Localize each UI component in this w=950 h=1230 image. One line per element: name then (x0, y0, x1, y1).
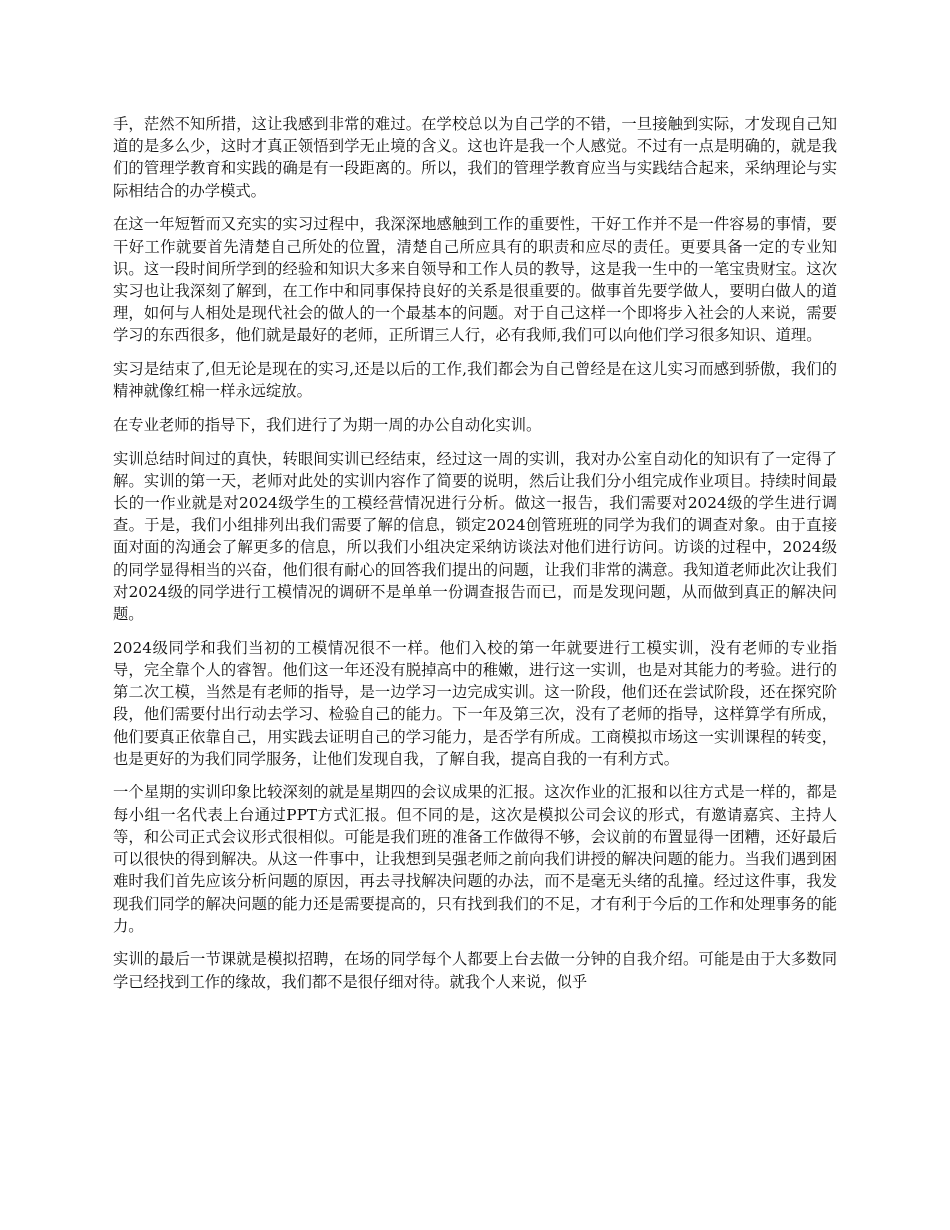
paragraph: 实训总结时间过的真快，转眼间实训已经结束，经过这一周的实训，我对办公室自动化的知识有了一定得了解。实训的第一天，老师对此处的实训内容作了简要的说明，然后让我们分小组完成作业项目。持续时间最长的一作业就是对2024级学生的工模经营情况进行分析。做这一报告，我们需要对2024级的学生进行调查。于是，我们小组排列出我们需要了解的信息，锁定2024创管班班的同学为我们的调查对象。由于直接面对面的沟通会了解更多的信息，所以我们小组决定采纳访谈法对他们进行访问。访谈的过程中，2024级的同学显得相当的兴奋，他们很有耐心的回答我们提出的问题，让我们非常的满意。我知道老师此次让我们对2024级的同学进行工模情况的调研不是单单一份调查报告而已，而是发现问题，从而做到真正的解决问题。 (113, 449, 837, 624)
document-page (113, 113, 837, 1004)
paragraph: 一个星期的实训印象比较深刻的就是星期四的会议成果的汇报。这次作业的汇报和以往方式是一样的，都是每小组一名代表上台通过PPT方式汇报。但不同的是，这次是模拟公司会议的形式，有邀请嘉宾、主持人等，和公司正式会议形式很相似。可能是我们班的准备工作做得不够，会议前的布置显得一团糟，还好最后可以很快的得到解决。从这一件事中，让我想到吴强老师之前向我们讲授的解决问题的能力。当我们遇到困难时我们首先应该分析问题的原因，再去寻找解决问题的办法，而不是毫无头绪的乱撞。经过这件事，我发现我们同学的解决问题的能力还是需要提高的，只有找到我们的不足，才有利于今后的工作和处理事务的能力。 (113, 783, 837, 935)
paragraph: 实训的最后一节课就是模拟招聘，在场的同学每个人都要上台去做一分钟的自我介绍。可能是由于大多数同学已经找到工作的缘故，我们都不是很仔细对待。就我个人来说，似乎 (113, 950, 837, 991)
paragraph: 在这一年短暂而又充实的实习过程中，我深深地感触到工作的重要性，干好工作并不是一件容易的事情，要干好工作就要首先清楚自己所处的位置，清楚自己所应具有的职责和应尽的责任。更要具备一定的专业知识。这一段时间所学到的经验和知识大多来自领导和工作人员的教导，这是我一生中的一笔宝贵财宝。这次实习也让我深刻了解到，在工作中和同事保持良好的关系是很重要的。做事首先要学做人，要明白做人的道理，如何与人相处是现代社会的做人的一个最基本的问题。对于自己这样一个即将步入社会的人来说，需要学习的东西很多，他们就是最好的老师，正所谓三人行，必有我师,我们可以向他们学习很多知识、道理。 (113, 215, 837, 345)
paragraph: 2024级同学和我们当初的工模情况很不一样。他们入校的第一年就要进行工模实训，没有老师的专业指导，完全靠个人的睿智。他们这一年还没有脱掉高中的稚嫩，进行这一实训，也是对其能力的考验。进行的第二次工模，当然是有老师的指导，是一边学习一边完成实训。这一阶段，他们还在尝试阶段，还在探究阶段，他们需要付出行动去学习、检验自己的能力。下一年及第三次，没有了老师的指导，这样算学有所成，他们要真正依靠自己，用实践去证明自己的学习能力，是否学有所成。工商模拟市场这一实训课程的转变，也是更好的为我们同学服务，让他们发现自我，了解自我，提高自我的一有利方式。 (113, 638, 837, 768)
paragraph: 手，茫然不知所措，这让我感到非常的难过。在学校总以为自己学的不错，一旦接触到实际，才发现自己知道的是多么少，这时才真正领悟到学无止境的含义。这也许是我一个人感觉。不过有一点是明确的，就是我们的管理学教育和实践的确是有一段距离的。所以，我们的管理学教育应当与实践结合起来，采纳理论与实际相结合的办学模式。 (113, 115, 837, 200)
paragraph: 在专业老师的指导下，我们进行了为期一周的办公自动化实训。 (113, 415, 542, 434)
paragraph: 实习是结束了,但无论是现在的实习,还是以后的工作,我们都会为自己曾经是在这儿实习而感到骄傲，我们的精神就像红棉一样永远绽放。 (113, 360, 837, 401)
